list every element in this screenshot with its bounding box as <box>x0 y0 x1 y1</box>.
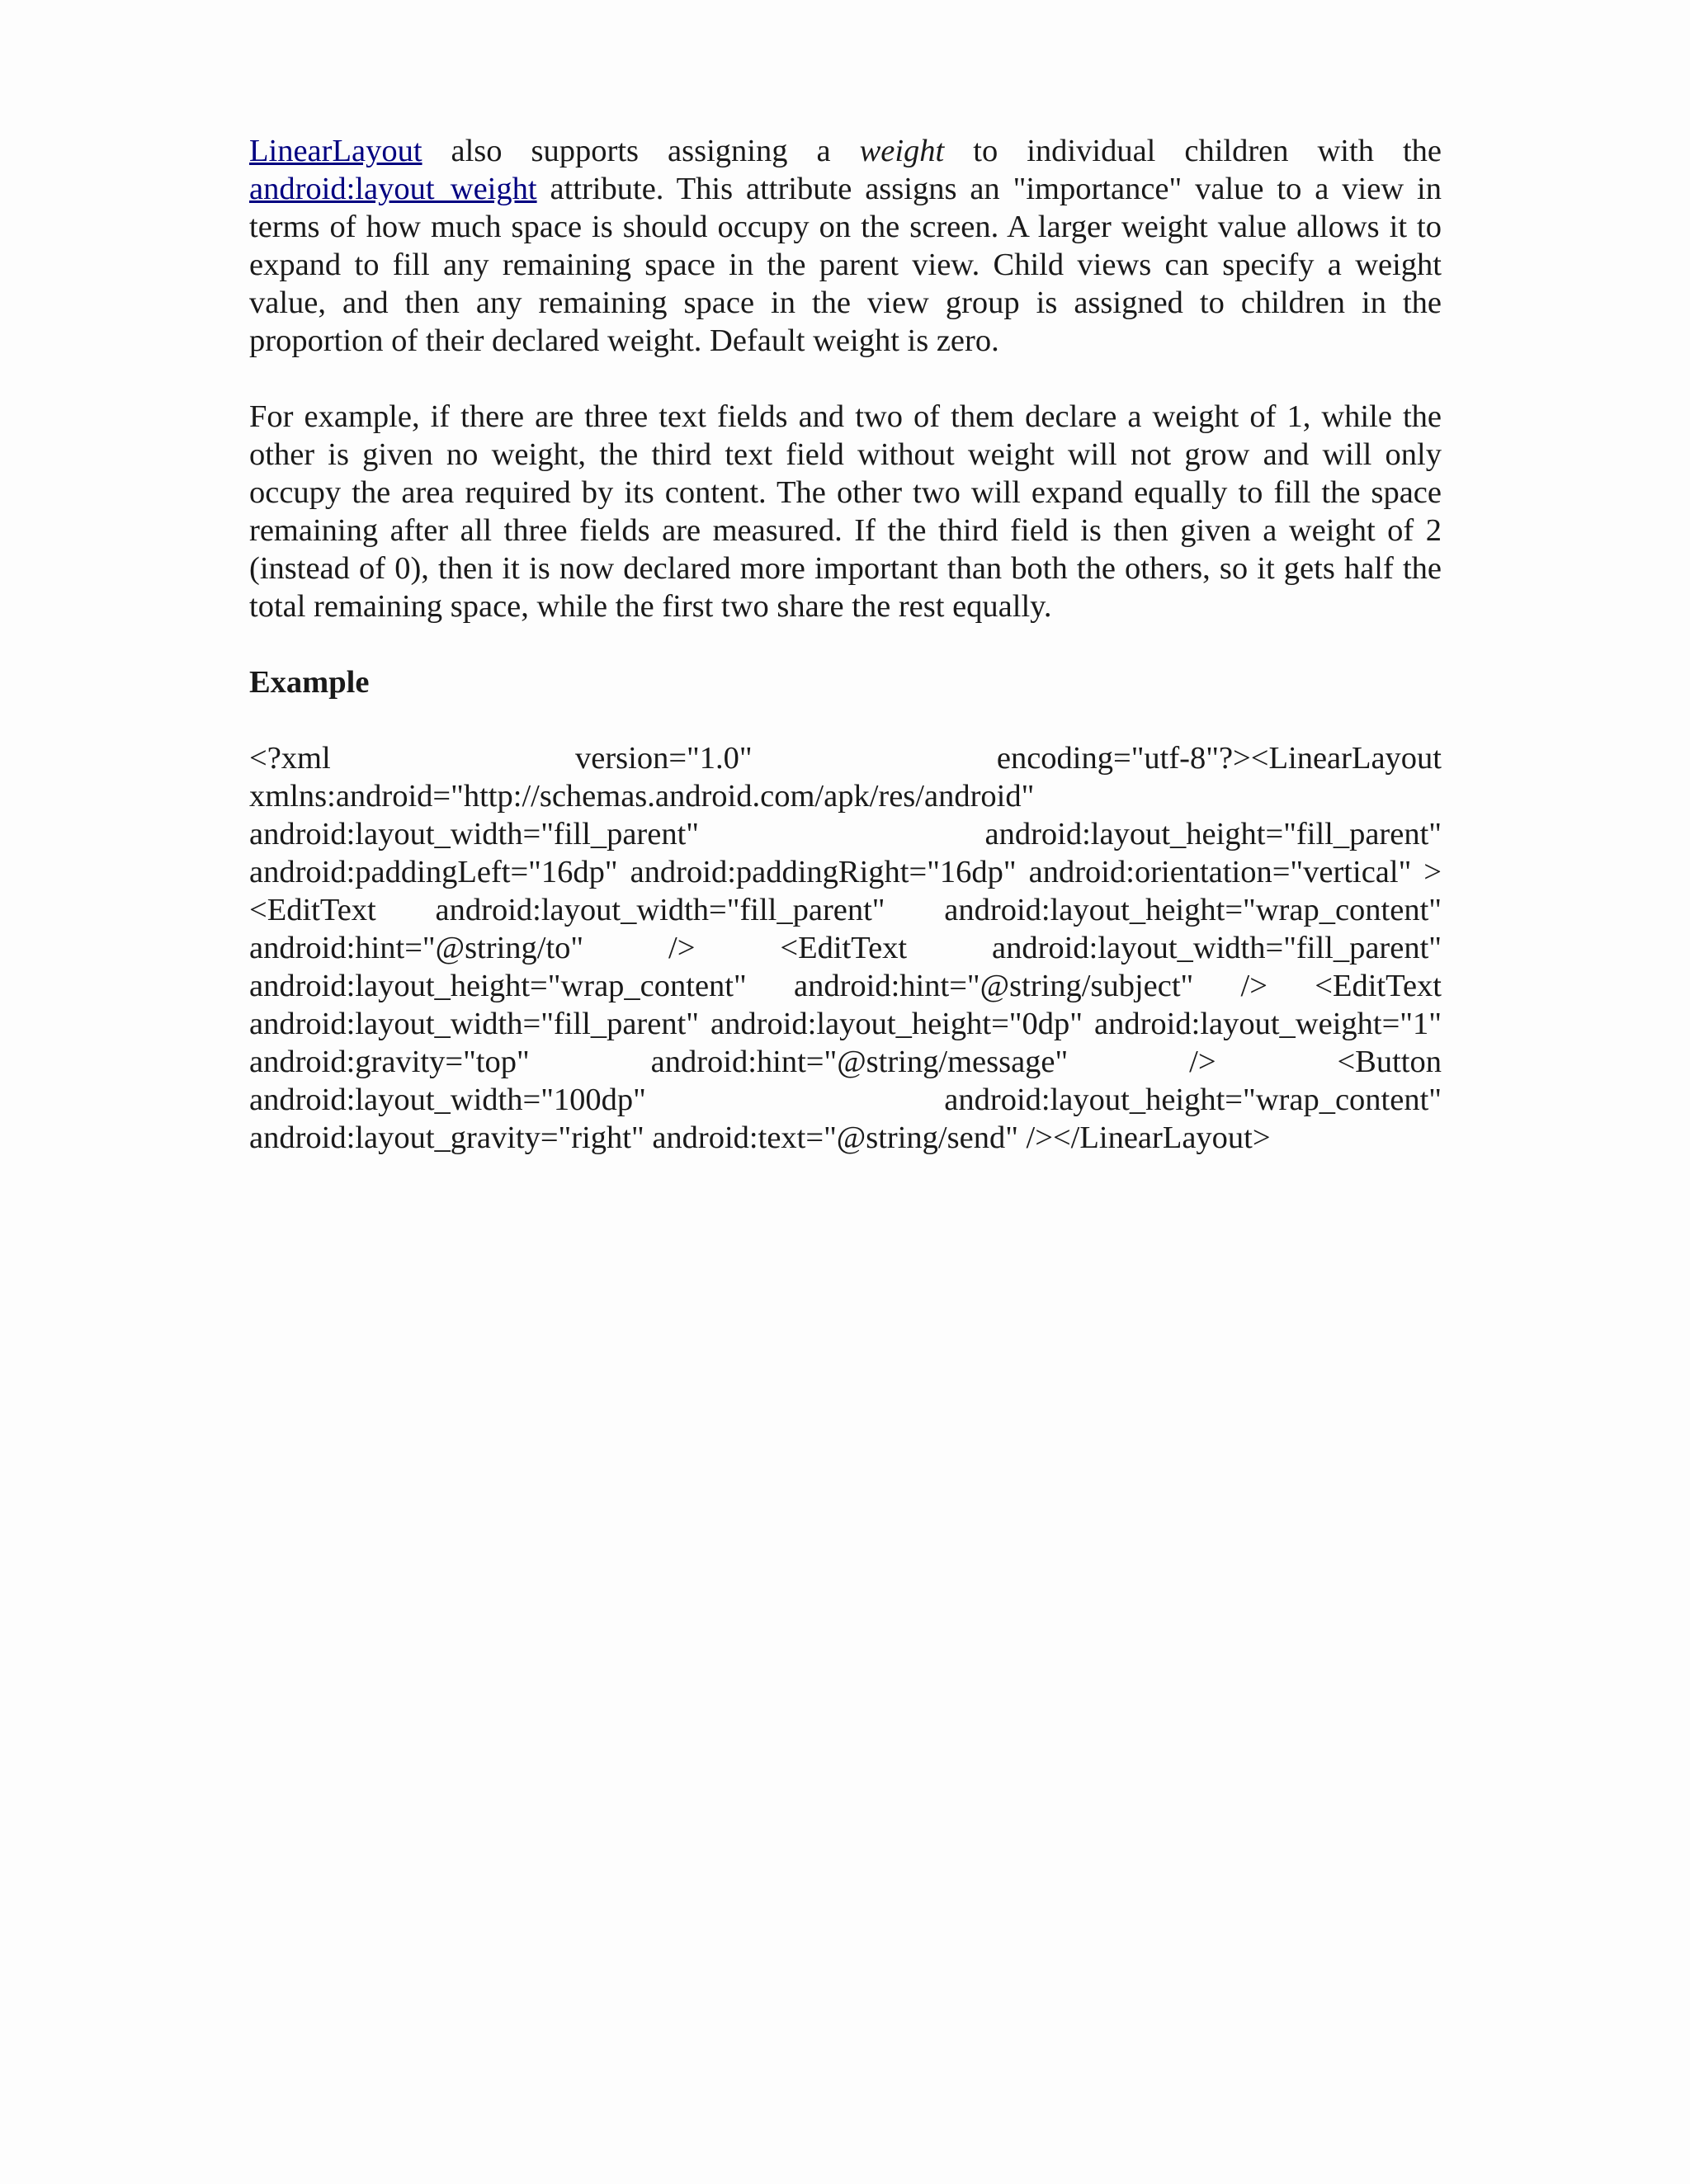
link-linearlayout[interactable]: LinearLayout <box>249 134 422 168</box>
section-heading-example: Example <box>249 665 370 700</box>
code-example: <?xml version="1.0" encoding="utf-8"?><LinearLayout xmlns:android="http://schemas.android.com/apk/res/android" android:layout_width="fill_parent" android:layout_height="fill_parent" android:paddingLeft="16dp" android:paddingRight="16dp" android:orientation="vertical" > <EditText android:layout_width="fill_parent" android:layout_height="wrap_content" android:hint="@string/to" /> <EditText android:layout_width="fill_parent" android:layout_height="wrap_content" android:hint="@string/subject" /> <EditText android:layout_width="fill_parent" android:layout_height="0dp" android:layout_weight="1" android:gravity="top" android:hint="@string/message" /> <Button android:layout_width="100dp" android:layout_height="wrap_content" android:layout_gravity="right" android:text="@string/send" /></LinearLayout> <box>249 741 1442 1155</box>
paragraph-text: also supports assigning a <box>422 134 860 168</box>
document-page <box>249 132 1442 1157</box>
link-layout-weight[interactable]: android:layout_weight <box>249 172 537 206</box>
paragraph-text: to individual children with the <box>944 134 1442 168</box>
paragraph-weight-intro <box>249 132 1442 360</box>
paragraph-text: attribute. This attribute assigns an "importance" value to a view in terms of how much space is should occupy on the screen. A larger weight value allows it to expand to fill any remaining space in the parent view. Child views can specify a weight value, and then any remaining space in the view group is assigned to children in the proportion of their declared weight. Default weight is zero. <box>249 172 1442 358</box>
paragraph-weight-example: For example, if there are three text fields and two of them declare a weight of 1, while the other is given no weight, the third text field without weight will not grow and will only occupy the area required by its content. The other two will expand equally to fill the space remaining after all three fields are measured. If the third field is then given a weight of 2 (instead of 0), then it is now declared more important than both the others, so it gets half the total remaining space, while the first two share the rest equally. <box>249 399 1442 624</box>
emphasis-weight: weight <box>859 134 945 168</box>
